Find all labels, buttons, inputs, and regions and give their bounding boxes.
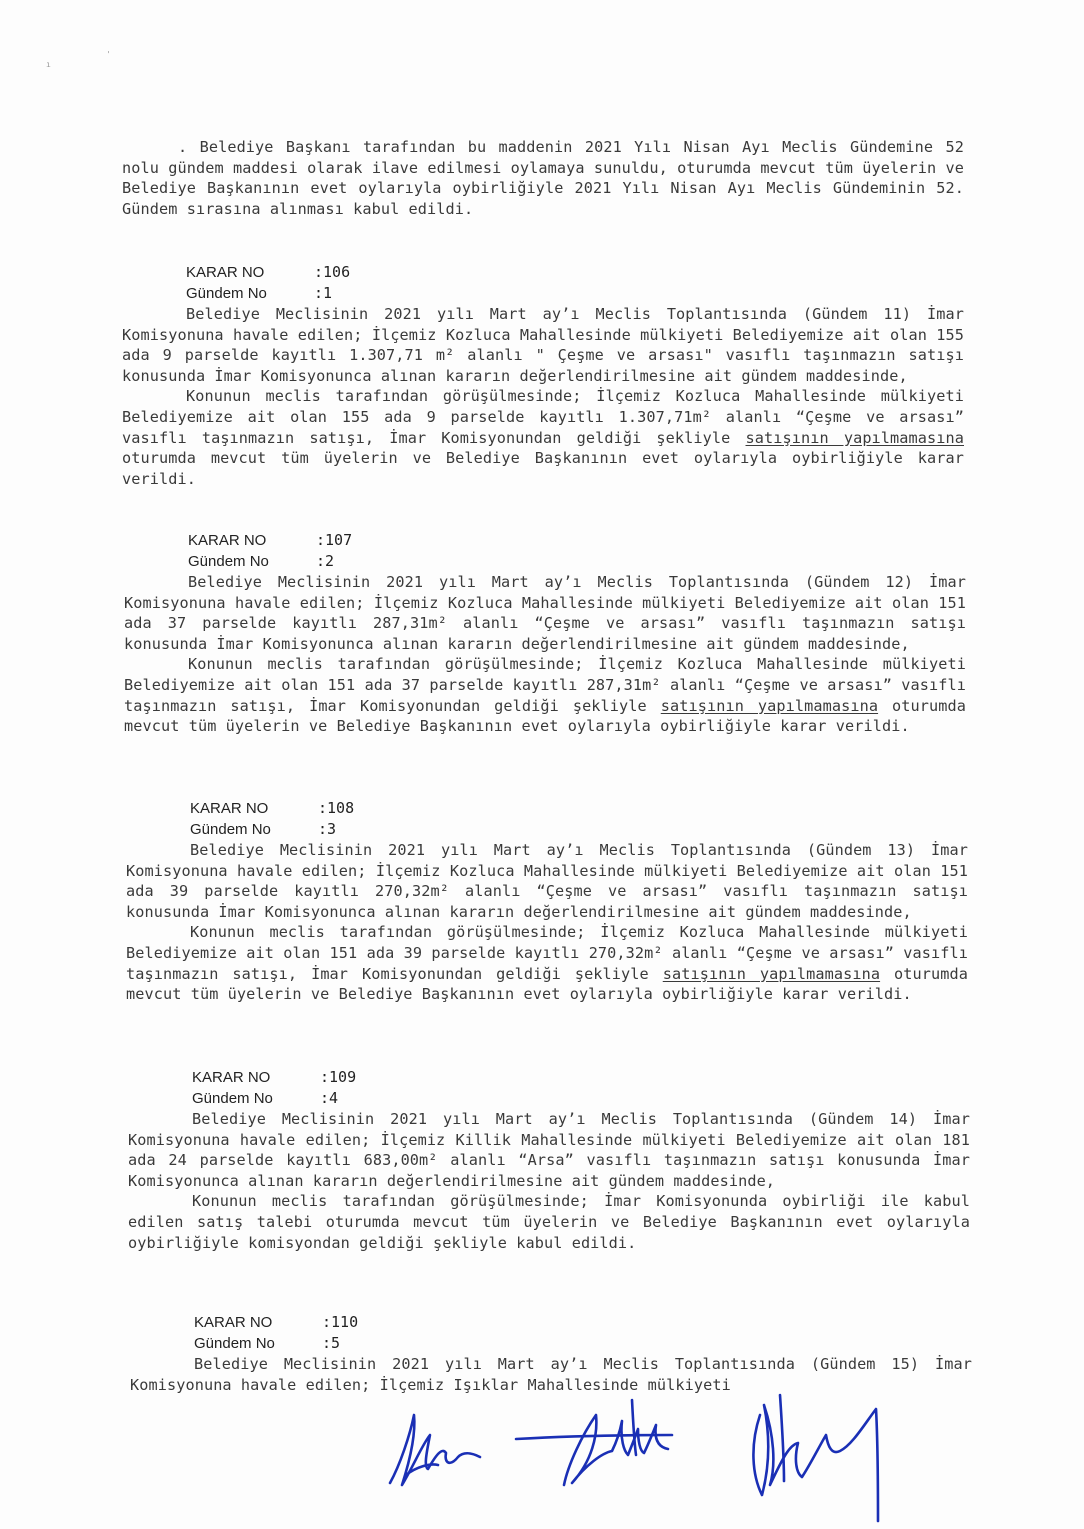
karar-no-value: :108 <box>318 799 355 817</box>
decision-paragraph-2: Konunun meclis tarafından görüşülmesinde; İmar Komisyonunda oybirliği ile kabul edilen satış talebi oturumda mevcut tüm üyelerin ve Belediye Başkanının evet oylarıyla oybirliğiyle komisyondan geldiği şekliyle kabul edildi. <box>128 1192 970 1252</box>
decision-107 <box>124 530 966 737</box>
karar-no-value: :106 <box>314 263 351 281</box>
karar-no-label: KARAR NO <box>192 1069 271 1086</box>
signature-1 <box>380 1405 490 1495</box>
scan-mark: ' <box>106 50 111 59</box>
signature-2 <box>512 1395 682 1495</box>
karar-no-value: :110 <box>322 1313 359 1331</box>
gundem-no-value: :4 <box>320 1089 339 1107</box>
decision-paragraph-2 <box>122 386 964 489</box>
karar-no-value: :109 <box>320 1068 357 1086</box>
decision-text: Konunun meclis tarafından görüşülmesinde; İlçemiz Kozluca Mahallesinde mülkiyeti Belediyemize ait olan 151 ada 39 parselde kayıtlı 270,32m² alanlı “Çeşme ve arsası” vasıflı taşınmazın satışı, İmar Komisyonundan geldiği şekliyle <box>126 923 968 983</box>
underlined-phrase: satışının yapılmamasına <box>662 964 881 983</box>
karar-no-label: KARAR NO <box>188 532 267 549</box>
karar-no-row <box>186 262 964 283</box>
decision-text: oturumda mevcut tüm üyelerin ve Belediye Başkanının evet oylarıyla oybirliğiyle karar verildi. <box>124 696 966 736</box>
gundem-no-label: Gündem No <box>190 821 271 838</box>
karar-no-row <box>188 530 966 551</box>
decision-106 <box>122 262 964 489</box>
decision-text: Konunun meclis tarafından görüşülmesinde; İlçemiz Kozluca Mahallesinde mülkiyeti Belediyemize ait olan 155 ada 9 parselde kayıtlı 1.307,71m² alanlı “Çeşme ve arsası” vasıflı taşınmazın satışı, İmar Komisyonundan geldiği şekliyle <box>122 387 964 447</box>
karar-no-label: KARAR NO <box>186 264 265 281</box>
decision-paragraph-1: Belediye Meclisinin 2021 yılı Mart ay’ı Meclis Toplantısında (Gündem 13) İmar Komisyonuna havale edilen; İlçemiz Kozluca Mahallesinde mülkiyeti Belediyemize ait olan 151 ada 39 parselde kayıtlı 270,32m² alanlı “Çeşme ve arsası” vasıflı taşınmazın satışı konusunda İmar Komisyonunca alınan kararın değerlendirilmesine ait gündem maddesinde, <box>126 841 968 921</box>
gundem-no-value: :5 <box>322 1334 341 1352</box>
intro-text: . Belediye Başkanı tarafından bu maddenin 2021 Yılı Nisan Ayı Meclis Gündemine 52 nolu gündem maddesi olarak ilave edilmesi oylamaya sunuldu, oturumda mevcut tüm üyelerin ve Belediye Başkanının evet oylarıyla oybirliğiyle 2021 Yılı Nisan Ayı Meclis Gündeminin 52. Gündem sırasına alınması kabul edildi. <box>122 138 964 218</box>
underlined-phrase: satışının yapılmamasına <box>660 696 879 715</box>
decision-108 <box>126 798 968 1005</box>
karar-no-label: KARAR NO <box>194 1314 273 1331</box>
signature-3 <box>740 1385 890 1525</box>
decision-110 <box>130 1312 972 1395</box>
decision-paragraph-2 <box>124 654 966 736</box>
decision-paragraph-1: Belediye Meclisinin 2021 yılı Mart ay’ı Meclis Toplantısında (Gündem 15) İmar Komisyonuna havale edilen; İlçemiz Işıklar Mahallesinde mülkiyeti <box>130 1355 972 1394</box>
gundem-no-row <box>190 819 968 840</box>
karar-no-row <box>192 1067 970 1088</box>
gundem-no-value: :3 <box>318 820 337 838</box>
decision-109 <box>128 1067 970 1253</box>
gundem-no-row <box>188 551 966 572</box>
decision-paragraph-1: Belediye Meclisinin 2021 yılı Mart ay’ı Meclis Toplantısında (Gündem 11) İmar Komisyonuna havale edilen; İlçemiz Kozluca Mahallesinde mülkiyeti Belediyemize ait olan 155 ada 9 parselde kayıtlı 1.307,71 m² alanlı " Çeşme ve arsası" vasıflı taşınmazın satışı konusunda İmar Komisyonunca alınan kararın değerlendirilmesine ait gündem maddesinde, <box>122 305 964 385</box>
karar-no-label: KARAR NO <box>190 800 269 817</box>
decision-paragraph-2 <box>126 922 968 1004</box>
underlined-phrase: satışının yapılmamasına <box>745 428 964 447</box>
gundem-no-label: Gündem No <box>192 1090 273 1107</box>
decision-paragraph-1: Belediye Meclisinin 2021 yılı Mart ay’ı Meclis Toplantısında (Gündem 14) İmar Komisyonuna havale edilen; İlçemiz Killik Mahallesinde mülkiyeti Belediyemize ait olan 181 ada 24 parselde kayıtlı 683,00m² alanlı “Arsa” vasıflı taşınmazın satışı konusunda İmar Komisyonunca alınan kararın değerlendirilmesine ait gündem maddesinde, <box>128 1110 970 1190</box>
intro-paragraph <box>122 137 964 219</box>
gundem-no-label: Gündem No <box>186 285 267 302</box>
decision-paragraph-1: Belediye Meclisinin 2021 yılı Mart ay’ı Meclis Toplantısında (Gündem 12) İmar Komisyonuna havale edilen; İlçemiz Kozluca Mahallesinde mülkiyeti Belediyemize ait olan 151 ada 37 parselde kayıtlı 287,31m² alanlı “Çeşme ve arsası” vasıflı taşınmazın satışı konusunda İmar Komisyonunca alınan kararın değerlendirilmesine ait gündem maddesinde, <box>124 573 966 653</box>
gundem-no-value: :2 <box>316 552 335 570</box>
karar-no-value: :107 <box>316 531 353 549</box>
gundem-no-row <box>186 283 964 304</box>
decision-text: oturumda mevcut tüm üyelerin ve Belediye Başkanının evet oylarıyla oybirliğiyle karar verildi. <box>126 964 968 1004</box>
gundem-no-label: Gündem No <box>194 1335 275 1352</box>
karar-no-row <box>194 1312 972 1333</box>
gundem-no-row <box>194 1333 972 1354</box>
scan-mark: ı <box>46 60 51 69</box>
gundem-no-row <box>192 1088 970 1109</box>
karar-no-row <box>190 798 968 819</box>
gundem-no-label: Gündem No <box>188 553 269 570</box>
decision-text: oturumda mevcut tüm üyelerin ve Belediye Başkanının evet oylarıyla oybirliğiyle karar verildi. <box>122 449 964 488</box>
decision-text: Konunun meclis tarafından görüşülmesinde; İlçemiz Kozluca Mahallesinde mülkiyeti Belediyemize ait olan 151 ada 37 parselde kayıtlı 287,31m² alanlı “Çeşme ve arsası” vasıflı taşınmazın satışı, İmar Komisyonundan geldiği şekliyle <box>124 655 966 715</box>
gundem-no-value: :1 <box>314 284 333 302</box>
